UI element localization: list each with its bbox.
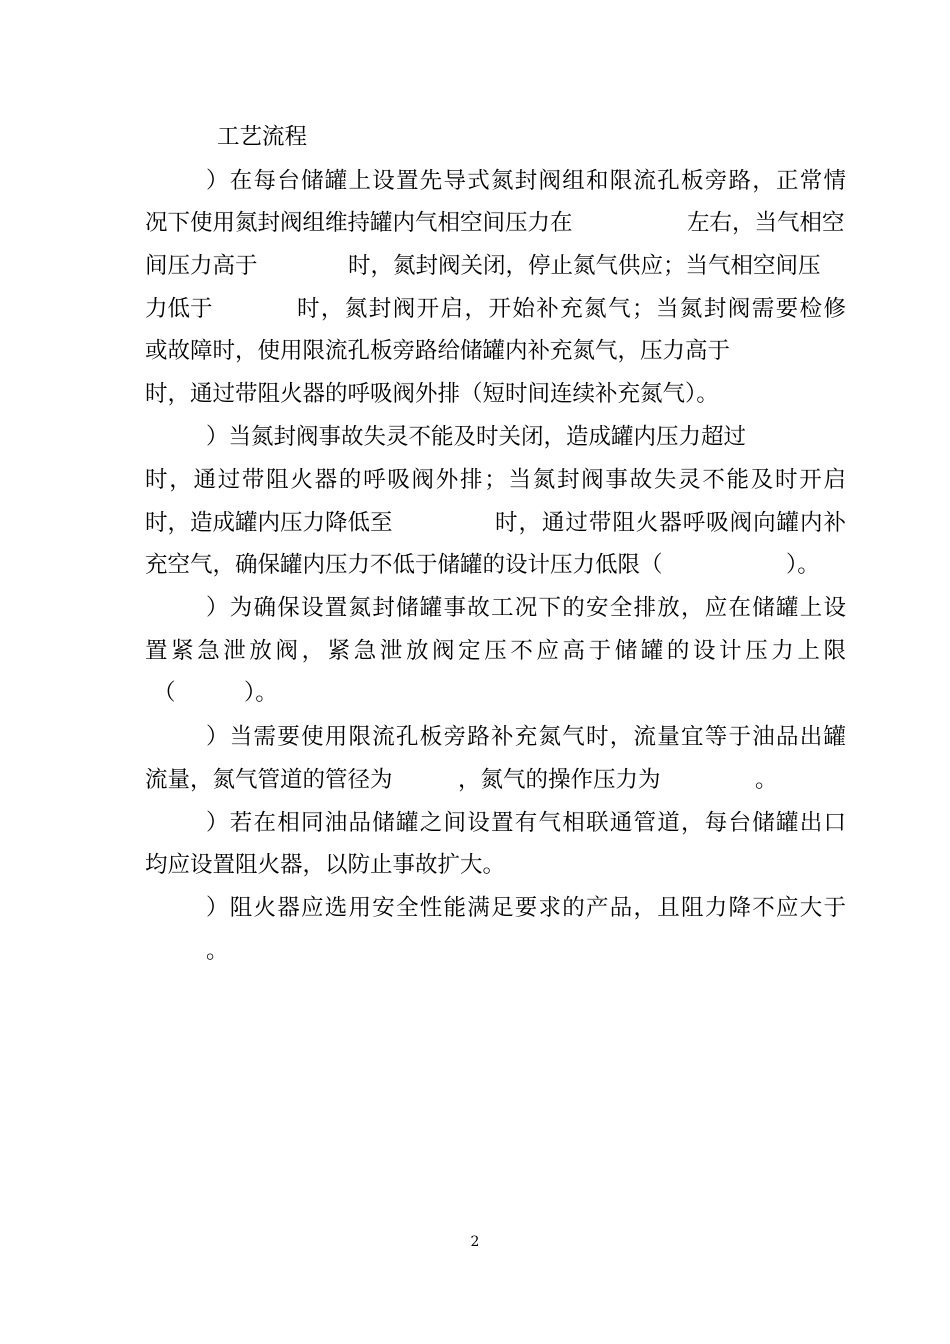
- item-4-line-2b: ，氮气的操作压力为: [458, 767, 661, 793]
- item-3-line-1: ）为确保设置氮封储罐事故工况下的安全排放，应在储罐上设: [206, 595, 846, 621]
- item-3-line-3a: （: [153, 680, 176, 706]
- item-1-line-6: 时，通过带阻火器的呼吸阀外排（短时间连续补充氮气）。: [145, 381, 719, 407]
- item-4-line-2c: 。: [755, 767, 778, 793]
- item-2-line-2: 时，通过带阻火器的呼吸阀外排；当氮封阀事故失灵不能及时开启: [145, 467, 846, 493]
- item-4-line-2a: 流量，氮气管道的管径为: [145, 767, 393, 793]
- item-4-line-1: ）当需要使用限流孔板旁路补充氮气时，流量宜等于油品出罐: [206, 724, 846, 750]
- item-2-line-4b: ）。: [786, 552, 820, 578]
- item-3-line-2: 置紧急泄放阀，紧急泄放阀定压不应高于储罐的设计压力上限: [145, 638, 846, 664]
- item-2-line-1: ）当氮封阀事故失灵不能及时关闭，造成罐内压力超过: [206, 424, 747, 450]
- section-heading: 工艺流程: [217, 124, 308, 150]
- item-2-line-3a: 时，造成罐内压力降低至: [145, 510, 393, 536]
- item-2-line-4a: 充空气，确保罐内压力不低于储罐的设计压力低限（: [145, 552, 663, 578]
- item-2-line-3b: 时，通过带阻火器呼吸阀向罐内补: [495, 510, 846, 536]
- item-1-line-2b: 左右，当气相空: [687, 210, 845, 236]
- item-1-line-3a: 间压力高于: [145, 253, 258, 279]
- item-1-line-5: 或故障时，使用限流孔板旁路给储罐内补充氮气，压力高于: [145, 338, 731, 364]
- item-1-line-2a: 况下使用氮封阀组维持罐内气相空间压力在: [145, 210, 573, 236]
- item-1-line-4b: 时，氮封阀开启，开始补充氮气；当氮封阀需要检修: [297, 296, 846, 322]
- item-1-line-3b: 时，氮封阀关闭，停止氮气供应；当气相空间压: [348, 253, 821, 279]
- item-6-line-1: ）阻火器应选用安全性能满足要求的产品，且阻力降不应大于: [206, 895, 846, 921]
- item-6-line-2: 。: [206, 938, 229, 964]
- page-number: 2: [470, 1234, 480, 1250]
- item-5-line-1: ）若在相同油品储罐之间设置有气相联通管道，每台储罐出口: [206, 810, 846, 836]
- item-1-line-4a: 力低于: [145, 296, 213, 322]
- item-1-line-1: ）在每台储罐上设置先导式氮封阀组和限流孔板旁路，正常情: [206, 168, 846, 194]
- item-3-line-3b: ）。: [244, 680, 278, 706]
- item-5-line-2: 均应设置阻火器，以防止事故扩大。: [145, 852, 506, 878]
